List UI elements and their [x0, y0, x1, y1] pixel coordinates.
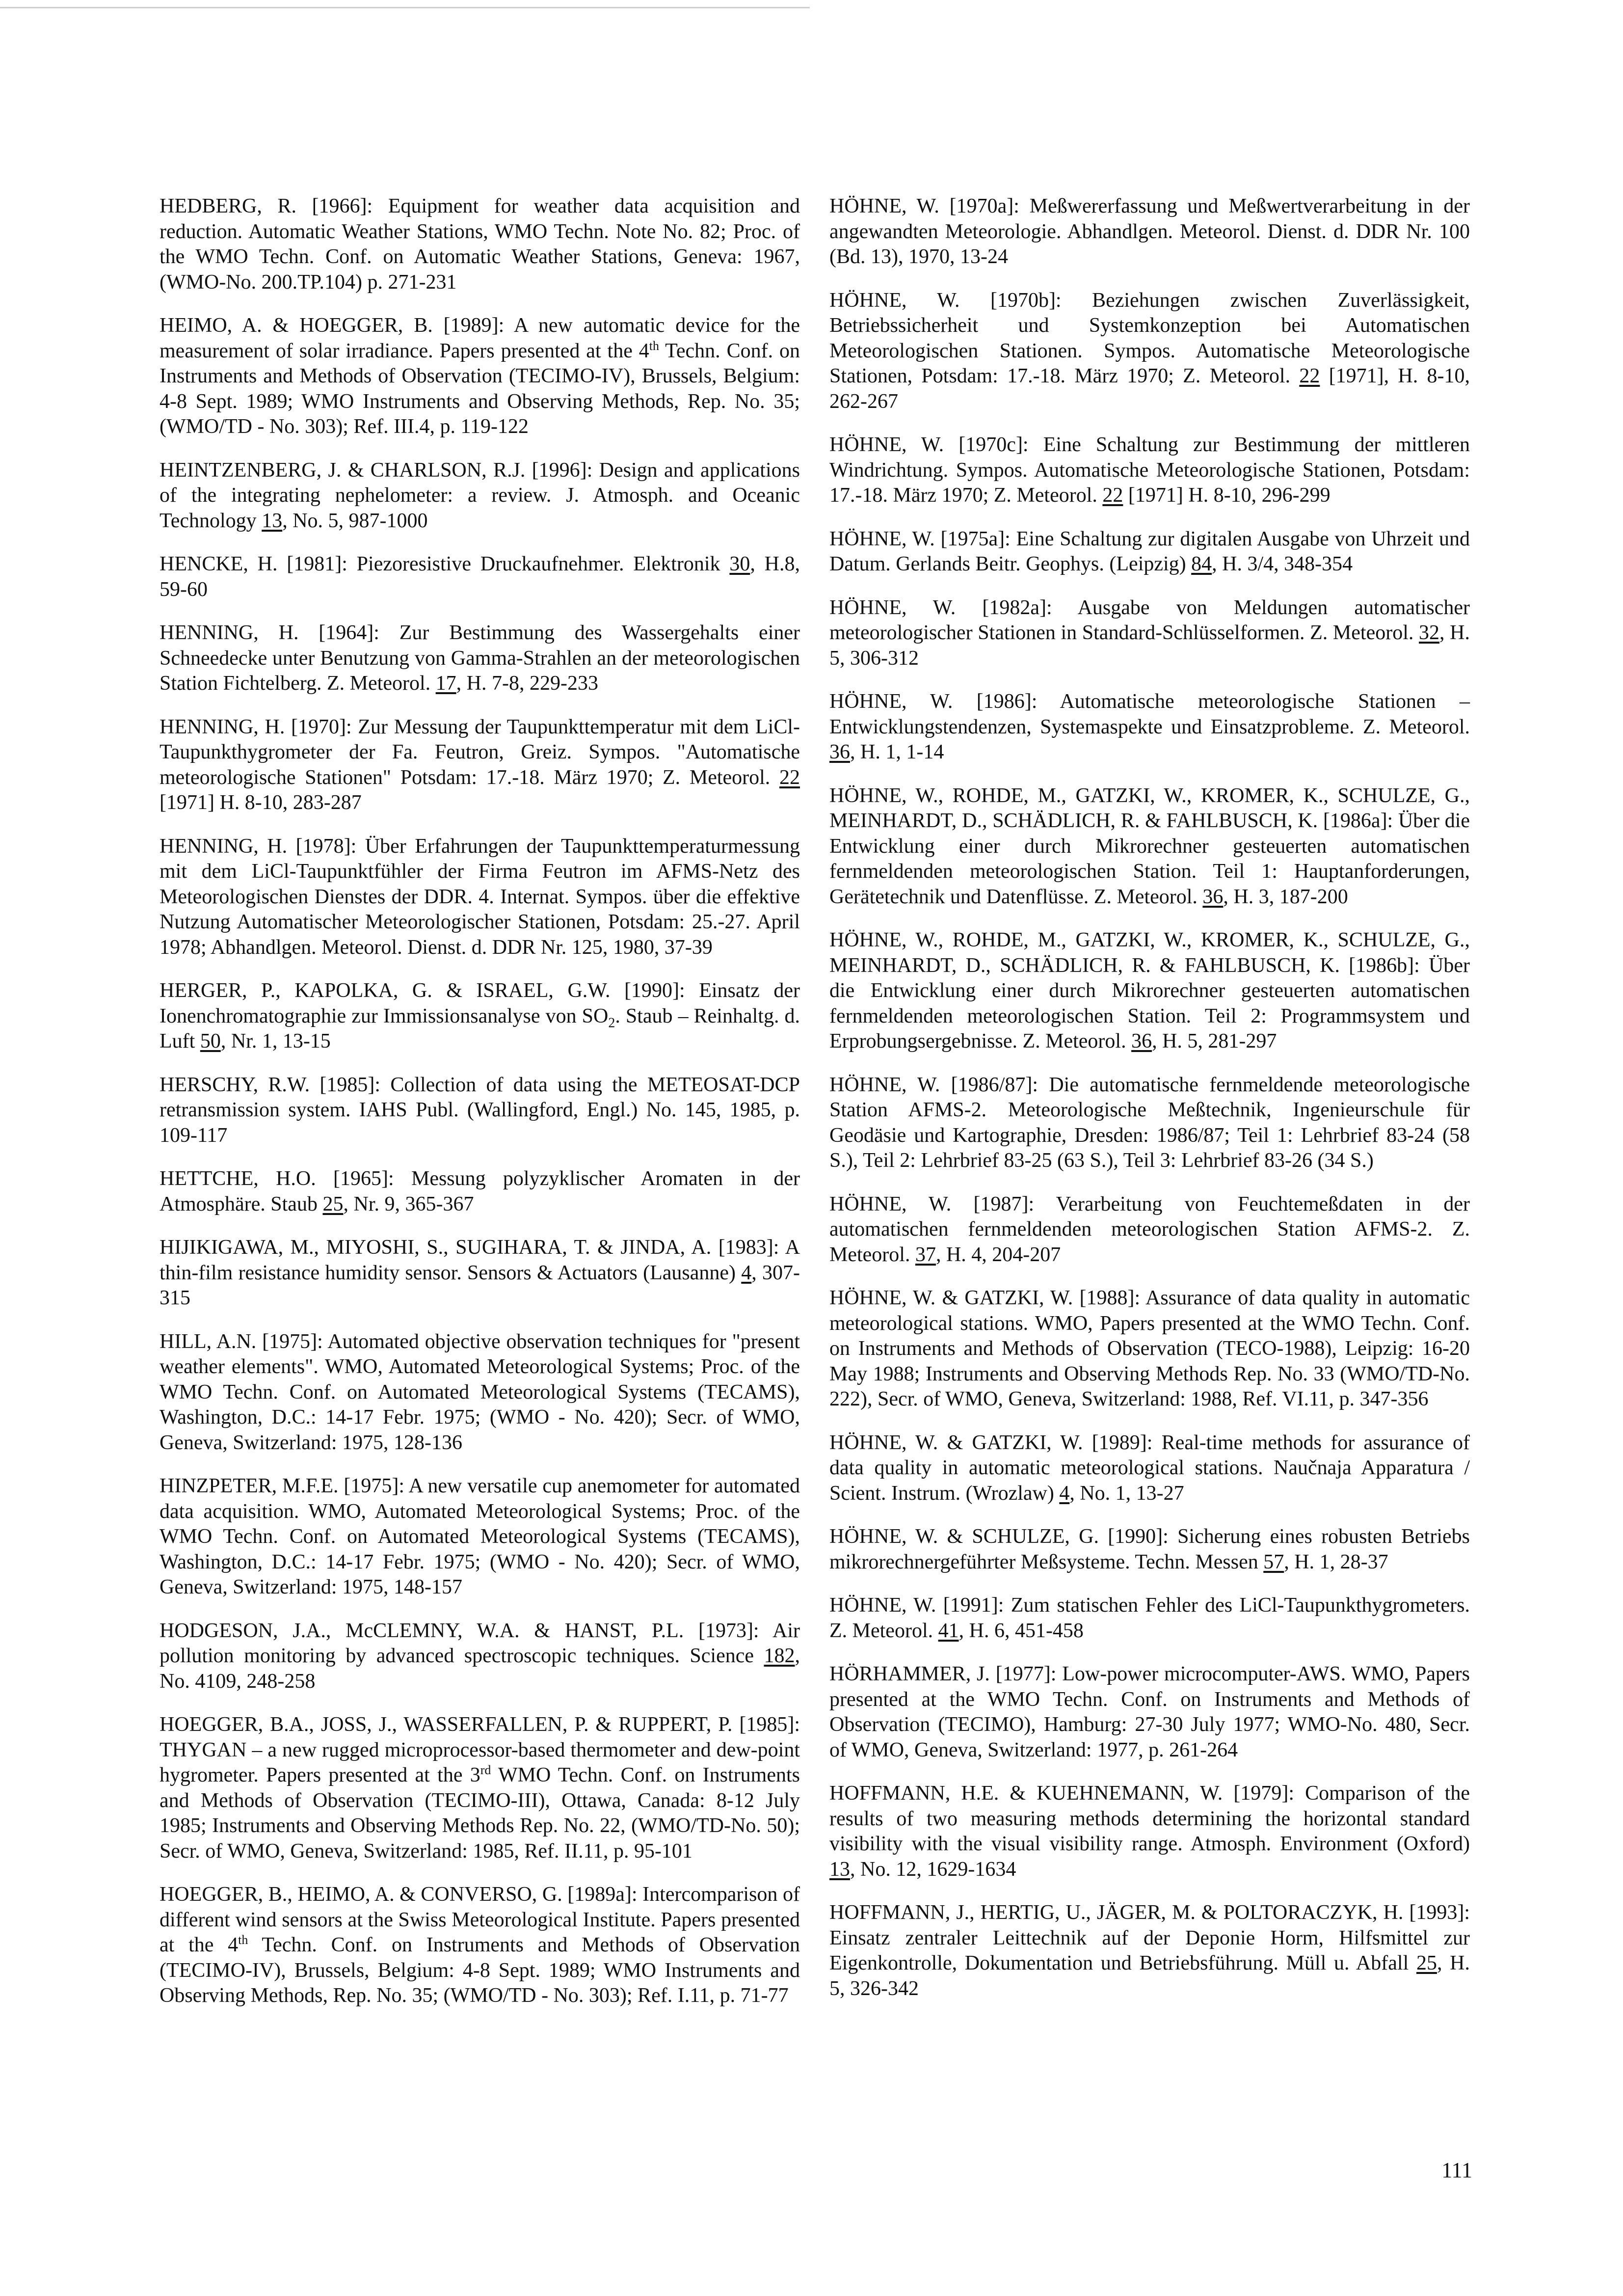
- right-column: [829, 194, 1470, 2020]
- reference-entry: HÖHNE, W. [1970b]: Beziehungen zwischen Zuverlässigkeit, Betriebssicherheit und Systemkonzeption bei Automatischen Meteorologischen Stationen. Sympos. Automatische Meteorologische Stationen, Potsdam: 17.-18. März 1970; Z. Meteorol. 22 [1971], H. 8-10, 262-267: [829, 289, 1470, 413]
- reference-entry: HÖHNE, W. [1986/87]: Die automatische fernmeldende meteorologische Station AFMS-2. Meteorologische Meßtechnik, Ingenieurschule für Geodäsie und Kartographie, Dresden: 1986/87; Teil 1: Lehrbrief 83-24 (58 S.), Teil 2: Lehrbrief 83-25 (63 S.), Teil 3: Lehrbrief 83-26 (34 S.): [829, 1073, 1470, 1172]
- reference-entry: HOEGGER, B.A., JOSS, J., WASSERFALLEN, P. & RUPPERT, P. [1985]: THYGAN – a new rugged microprocessor-based thermometer and dew-point hygrometer. Papers presented at the 3rd WMO Techn. Conf. on Instruments and Methods of Observation (TECIMO-III), Ottawa, Canada: 8-12 July 1985; Instruments and Observing Methods Rep. No. 22, (WMO/TD-No. 50); Secr. of WMO, Geneva, Switzerland: 1985, Ref. II.11, p. 95-101: [160, 1713, 800, 1863]
- reference-entry: HENCKE, H. [1981]: Piezoresistive Druckaufnehmer. Elektronik 30, H.8, 59-60: [160, 553, 800, 601]
- reference-entry: HÖHNE, W. [1982a]: Ausgabe von Meldungen automatischer meteorologischer Stationen in Standard-Schlüsselformen. Z. Meteorol. 32, H. 5, 306-312: [829, 596, 1470, 670]
- reference-entry: HENNING, H. [1970]: Zur Messung der Taupunkttemperatur mit dem LiCl-Taupunkthygrometer der Fa. Feutron, Greiz. Sympos. "Automatische meteorologische Stationen" Potsdam: 17.-18. März 1970; Z. Meteorol. 22 [1971] H. 8-10, 283-287: [160, 715, 800, 814]
- reference-entry: HÖRHAMMER, J. [1977]: Low-power microcomputer-AWS. WMO, Papers presented at the WMO Techn. Conf. on Instruments and Methods of Observation (TECIMO), Hamburg: 27-30 July 1977; WMO-No. 480, Secr. of WMO, Geneva, Switzerland: 1977, p. 261-264: [829, 1663, 1470, 1761]
- reference-entry: HÖHNE, W., ROHDE, M., GATZKI, W., KROMER, K., SCHULZE, G., MEINHARDT, D., SCHÄDLICH, R. & FAHLBUSCH, K. [1986b]: Über die Entwicklung einer durch Mikrorechner gesteuerten automatischen fernmeldenden meteorologischen Station. Teil 2: Programmsystem und Erprobungsergebnisse. Z. Meteorol. 36, H. 5, 281-297: [829, 929, 1470, 1053]
- reference-entry: HENNING, H. [1964]: Zur Bestimmung des Wassergehalts einer Schneedecke unter Benutzung von Gamma-Strahlen an der meteorologischen Station Fichtelberg. Z. Meteorol. 17, H. 7-8, 229-233: [160, 621, 800, 695]
- reference-entry: HEINTZENBERG, J. & CHARLSON, R.J. [1996]: Design and applications of the integrating nephelometer: a review. J. Atmosph. and Oceanic Technology 13, No. 5, 987-1000: [160, 459, 800, 532]
- left-column: [160, 194, 800, 2027]
- reference-entry: HENNING, H. [1978]: Über Erfahrungen der Taupunkttemperaturmessung mit dem LiCl-Taupunktfühler der Firma Feutron im AFMS-Netz des Meteorologischen Dienstes der DDR. 4. Internat. Sympos. über die effektive Nutzung Automatischer Meteorologischer Stationen, Potsdam: 25.-27. April 1978; Abhandlgen. Meteorol. Dienst. d. DDR Nr. 125, 1980, 37-39: [160, 835, 800, 959]
- page-number: 111: [1441, 2158, 1472, 2182]
- reference-entry: HÖHNE, W. & GATZKI, W. [1989]: Real-time methods for assurance of data quality in automatic meteorological stations. Naučnaja Apparatura / Scient. Instrum. (Wrozlaw) 4, No. 1, 13-27: [829, 1431, 1470, 1505]
- reference-entry: HÖHNE, W. [1970c]: Eine Schaltung zur Bestimmung der mittleren Windrichtung. Sympos. Automatische Meteorologische Stationen, Potsdam: 17.-18. März 1970; Z. Meteorol. 22 [1971] H. 8-10, 296-299: [829, 433, 1470, 507]
- reference-entry: HOFFMANN, H.E. & KUEHNEMANN, W. [1979]: Comparison of the results of two measuring methods determining the horizontal standard visibility with the visual visibility range. Atmosph. Environment (Oxford) 13, No. 12, 1629-1634: [829, 1782, 1470, 1881]
- reference-entry: HERSCHY, R.W. [1985]: Collection of data using the METEOSAT-DCP retransmission system. IAHS Publ. (Wallingford, Engl.) No. 145, 1985, p. 109-117: [160, 1073, 800, 1147]
- reference-entry: HODGESON, J.A., McCLEMNY, W.A. & HANST, P.L. [1973]: Air pollution monitoring by advanced spectroscopic techniques. Science 182, No. 4109, 248-258: [160, 1619, 800, 1693]
- reference-entry: HÖHNE, W. [1986]: Automatische meteorologische Stationen – Entwicklungstendenzen, Systemaspekte und Einsatzprobleme. Z. Meteorol. 36, H. 1, 1-14: [829, 690, 1470, 763]
- reference-entry: HINZPETER, M.F.E. [1975]: A new versatile cup anemometer for automated data acquisition. WMO, Automated Meteorological Systems; Proc. of the WMO Techn. Conf. on Automated Meteorological Systems (TECAMS), Washington, D.C.: 14-17 Febr. 1975; (WMO - No. 420); Secr. of WMO, Geneva, Switzerland: 1975, 148-157: [160, 1475, 800, 1598]
- reference-entry: HILL, A.N. [1975]: Automated objective observation techniques for "present weather elements". WMO, Automated Meteorological Systems; Proc. of the WMO Techn. Conf. on Automated Meteorological Systems (TECAMS), Washington, D.C.: 14-17 Febr. 1975; (WMO - No. 420); Secr. of WMO, Geneva, Switzerland: 1975, 128-136: [160, 1330, 800, 1454]
- reference-entry: HEDBERG, R. [1966]: Equipment for weather data acquisition and reduction. Automatic Weather Stations, WMO Techn. Note No. 82; Proc. of the WMO Techn. Conf. on Automatic Weather Stations, Geneva: 1967, (WMO-No. 200.TP.104) p. 271-231: [160, 195, 800, 294]
- reference-entry: HERGER, P., KAPOLKA, G. & ISRAEL, G.W. [1990]: Einsatz der Ionenchromatographie zur Immissionsanalyse von $SO_2$. Staub – Reinhaltg. d. Luft 50, Nr. 1, 13-15: [160, 979, 800, 1053]
- reference-entry: HÖHNE, W., ROHDE, M., GATZKI, W., KROMER, K., SCHULZE, G., MEINHARDT, D., SCHÄDLICH, R. & FAHLBUSCH, K. [1986a]: Über die Entwicklung einer durch Mikrorechner gesteuerten automatischen fernmeldenden meteorologischen Station. Teil 1: Hauptanforderungen, Gerätetechnik und Datenflüsse. Z. Meteorol. 36, H. 3, 187-200: [829, 784, 1470, 908]
- reference-entry: HOFFMANN, J., HERTIG, U., JÄGER, M. & POLTORACZYK, H. [1993]: Einsatz zentraler Leittechnik auf der Deponie Horm, Hilfsmittel zur Eigenkontrolle, Dokumentation und Betriebsführung. Müll u. Abfall 25, H. 5, 326-342: [829, 1901, 1470, 2000]
- reference-entry: HETTCHE, H.O. [1965]: Messung polyzyklischer Aromaten in der Atmosphäre. Staub 25, Nr. 9, 365-367: [160, 1167, 800, 1216]
- reference-entry: HEIMO, A. & HOEGGER, B. [1989]: A new automatic device for the measurement of solar irradiance. Papers presented at the 4th Techn. Conf. on Instruments and Methods of Observation (TECIMO-IV), Brussels, Belgium: 4-8 Sept. 1989; WMO Instruments and Observing Methods, Rep. No. 35; (WMO/TD - No. 303); Ref. III.4, p. 119-122: [160, 314, 800, 438]
- reference-entry: HOEGGER, B., HEIMO, A. & CONVERSO, G. [1989a]: Intercomparison of different wind sensors at the Swiss Meteorological Institute. Papers presented at the 4th Techn. Conf. on Instruments and Methods of Observation (TECIMO-IV), Brussels, Belgium: 4-8 Sept. 1989; WMO Instruments and Observing Methods, Rep. No. 35; (WMO/TD - No. 303); Ref. I.11, p. 71-77: [160, 1883, 800, 2007]
- reference-entry: HÖHNE, W. & SCHULZE, G. [1990]: Sicherung eines robusten Betriebs mikrorechnergeführter Meßsysteme. Techn. Messen 57, H. 1, 28-37: [829, 1525, 1470, 1573]
- reference-entry: HIJIKIGAWA, M., MIYOSHI, S., SUGIHARA, T. & JINDA, A. [1983]: A thin-film resistance humidity sensor. Sensors & Actuators (Lausanne) 4, 307-315: [160, 1236, 800, 1309]
- scan-edge-line: [0, 7, 810, 8]
- reference-entry: HÖHNE, W. [1991]: Zum statischen Fehler des LiCl-Taupunkthygrometers. Z. Meteorol. 41, H. 6, 451-458: [829, 1594, 1470, 1642]
- reference-entry: HÖHNE, W. & GATZKI, W. [1988]: Assurance of data quality in automatic meteorological stations. WMO, Papers presented at the WMO Techn. Conf. on Instruments and Methods of Observation (TECO-1988), Leipzig: 16-20 May 1988; Instruments and Observing Methods Rep. No. 33 (WMO/TD-No. 222), Secr. of WMO, Geneva, Switzerland: 1988, Ref. VI.11, p. 347-356: [829, 1287, 1470, 1410]
- reference-entry: HÖHNE, W. [1987]: Verarbeitung von Feuchtemeßdaten in der automatischen fernmeldenden meteorologischen Station AFMS-2. Z. Meteorol. 37, H. 4, 204-207: [829, 1192, 1470, 1266]
- reference-entry: HÖHNE, W. [1975a]: Eine Schaltung zur digitalen Ausgabe von Uhrzeit und Datum. Gerlands Beitr. Geophys. (Leipzig) 84, H. 3/4, 348-354: [829, 527, 1470, 575]
- reference-entry: HÖHNE, W. [1970a]: Meßwererfassung und Meßwertverarbeitung in der angewandten Meteorologie. Abhandlgen. Meteorol. Dienst. d. DDR Nr. 100 (Bd. 13), 1970, 13-24: [829, 195, 1470, 268]
